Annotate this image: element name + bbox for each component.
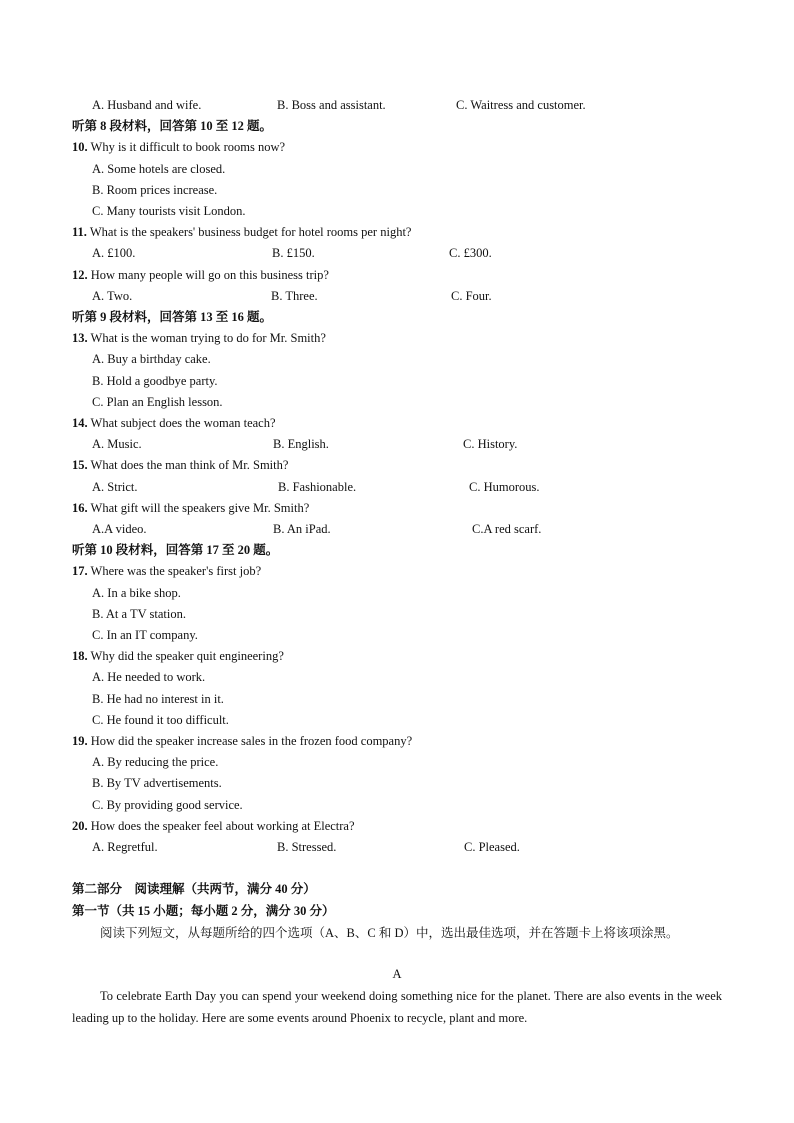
- q20-number: 20.: [72, 819, 88, 833]
- reading-instructions-text: 阅读下列短文，从每题所给的四个选项（A、B、C 和 D）中，选出最佳选项，并在答题卡上将该项涂黑。: [100, 926, 679, 940]
- q16-number: 16.: [72, 501, 88, 515]
- q12-option-a: A. Two.: [92, 289, 133, 303]
- q15-option-c: C. Humorous.: [469, 480, 540, 494]
- q15-number: 15.: [72, 458, 88, 472]
- q11-text: What is the speakers' business budget for hotel rooms per night?: [89, 225, 412, 239]
- q18-option-a: A. He needed to work.: [92, 670, 206, 684]
- q19-stem: [72, 733, 412, 749]
- q11-stem: [72, 224, 411, 240]
- q10-number: 10.: [72, 140, 88, 154]
- passage-a-paragraph: [72, 985, 722, 1029]
- q17-number: 17.: [72, 564, 88, 578]
- q13-text: What is the woman trying to do for Mr. Smith?: [90, 331, 326, 345]
- q17-stem: [72, 563, 261, 579]
- q20-stem: [72, 818, 355, 834]
- q10-option-c: C. Many tourists visit London.: [92, 204, 246, 218]
- q11-option-a: A. £100.: [92, 246, 136, 260]
- q10-option-b: B. Room prices increase.: [92, 183, 218, 197]
- q20-option-c: C. Pleased.: [464, 840, 520, 854]
- section-8-heading: 听第 8 段材料，回答第 10 至 12 题。: [72, 119, 273, 133]
- section-9-heading: 听第 9 段材料，回答第 13 至 16 题。: [72, 310, 273, 324]
- q16-option-b: B. An iPad.: [273, 522, 331, 536]
- q10-text: Why is it difficult to book rooms now?: [90, 140, 286, 154]
- q11-number: 11.: [72, 225, 87, 239]
- q14-option-b: B. English.: [273, 437, 329, 451]
- q19-option-c: C. By providing good service.: [92, 798, 243, 812]
- q17-option-a: A. In a bike shop.: [92, 586, 181, 600]
- q17-option-c: C. In an IT company.: [92, 628, 198, 642]
- q19-option-b: B. By TV advertisements.: [92, 776, 222, 790]
- q13-number: 13.: [72, 331, 88, 345]
- q10-option-a: A. Some hotels are closed.: [92, 162, 226, 176]
- q14-number: 14.: [72, 416, 88, 430]
- q19-text: How did the speaker increase sales in the frozen food company?: [90, 734, 413, 748]
- q18-stem: [72, 648, 284, 664]
- q19-option-a: A. By reducing the price.: [92, 755, 219, 769]
- q20-text: How does the speaker feel about working at Electra?: [90, 819, 355, 833]
- q12-option-b: B. Three.: [271, 289, 318, 303]
- q15-stem: [72, 457, 288, 473]
- part-2-heading: 第二部分 阅读理解（共两节，满分 40 分）: [72, 882, 316, 896]
- q14-option-c: C. History.: [463, 437, 518, 451]
- q14-stem: [72, 415, 276, 431]
- q20-option-b: B. Stressed.: [277, 840, 337, 854]
- q15-option-a: A. Strict.: [92, 480, 138, 494]
- q11-option-b: B. £150.: [272, 246, 315, 260]
- q14-option-a: A. Music.: [92, 437, 142, 451]
- q16-option-c: C.A red scarf.: [472, 522, 542, 536]
- section-10-heading: 听第 10 段材料，回答第 17 至 20 题。: [72, 543, 279, 557]
- q13-option-a: A. Buy a birthday cake.: [92, 352, 211, 366]
- q16-option-a: A.A video.: [92, 522, 147, 536]
- q13-option-b: B. Hold a goodbye party.: [92, 374, 218, 388]
- passage-a-text: To celebrate Earth Day you can spend your weekend doing something nice for the planet. There are also events in the week leading up to the holiday. Here are some events around Phoenix to recycle, plant and more.: [72, 989, 722, 1025]
- passage-label: A: [392, 967, 402, 981]
- q12-number: 12.: [72, 268, 88, 282]
- q20-option-a: A. Regretful.: [92, 840, 158, 854]
- q13-option-c: C. Plan an English lesson.: [92, 395, 223, 409]
- q9-option-a: A. Husband and wife.: [92, 98, 202, 112]
- q9-option-c: C. Waitress and customer.: [456, 98, 586, 112]
- q15-text: What does the man think of Mr. Smith?: [90, 458, 289, 472]
- q12-text: How many people will go on this business trip?: [90, 268, 329, 282]
- q18-number: 18.: [72, 649, 88, 663]
- q12-stem: [72, 267, 329, 283]
- q16-stem: [72, 500, 309, 516]
- q18-option-b: B. He had no interest in it.: [92, 692, 224, 706]
- q13-stem: [72, 330, 326, 346]
- q18-option-c: C. He found it too difficult.: [92, 713, 229, 727]
- q18-text: Why did the speaker quit engineering?: [90, 649, 284, 663]
- q16-text: What gift will the speakers give Mr. Smith?: [90, 501, 310, 515]
- q9-option-b: B. Boss and assistant.: [277, 98, 386, 112]
- section-1-heading: 第一节（共 15 小题；每小题 2 分，满分 30 分）: [72, 904, 335, 918]
- q12-option-c: C. Four.: [451, 289, 492, 303]
- q11-option-c: C. £300.: [449, 246, 492, 260]
- q19-number: 19.: [72, 734, 88, 748]
- q17-option-b: B. At a TV station.: [92, 607, 186, 621]
- q15-option-b: B. Fashionable.: [278, 480, 357, 494]
- q10-stem: [72, 139, 285, 155]
- q17-text: Where was the speaker's first job?: [90, 564, 262, 578]
- reading-instructions: [72, 922, 722, 944]
- q14-text: What subject does the woman teach?: [90, 416, 276, 430]
